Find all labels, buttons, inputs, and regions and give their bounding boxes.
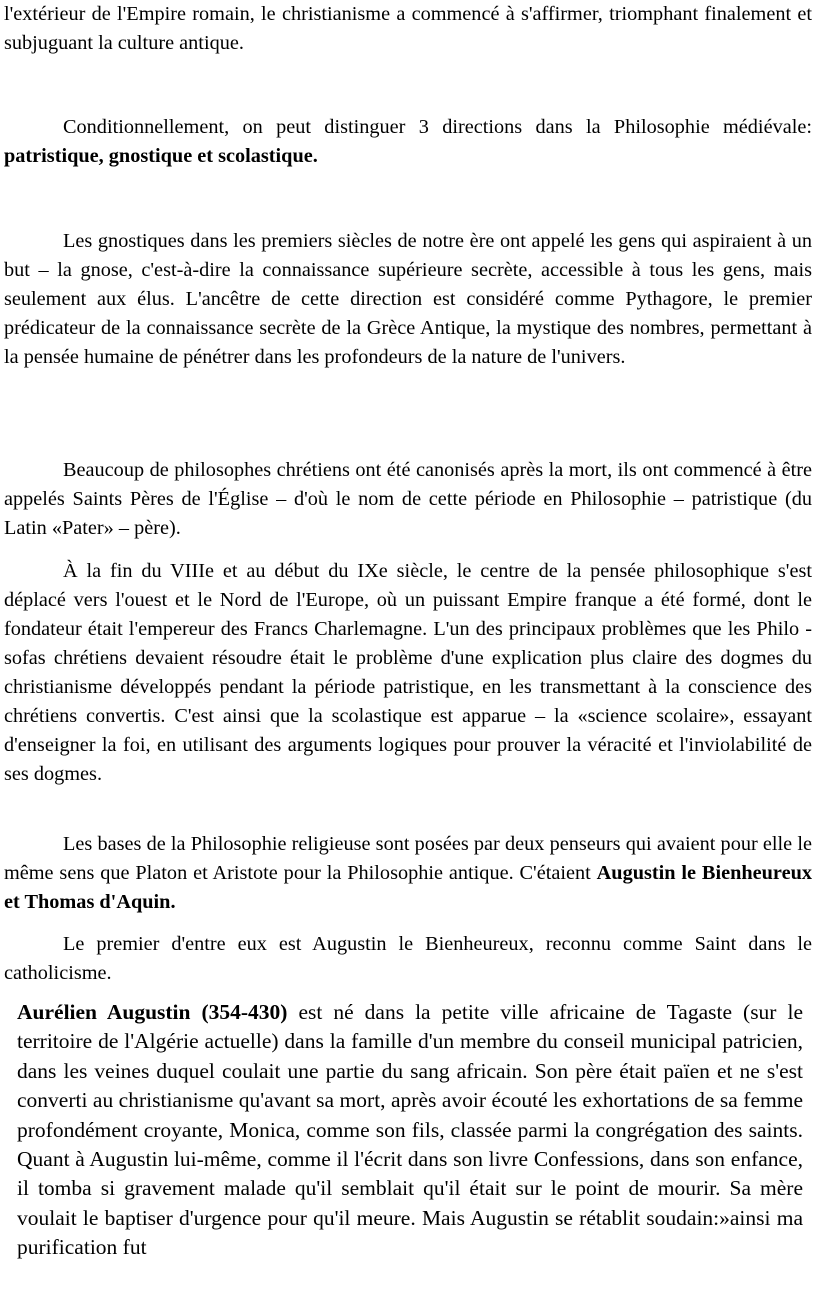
paragraph-three-directions xyxy=(4,113,812,171)
paragraph-religious-philosophy xyxy=(4,830,812,917)
paragraph-text: À la fin du VIIIe et au début du IXe siècle, le centre de la pensée philosophique s'est déplacé vers l'ouest et le Nord de l'Europe, où un puissant Empire franque a été formé, dont le fondateur était l'empereur des Francs Charlemagne. L'un des principaux problèmes que les Philo - sofas chrétiens devaient résoudre était le problème d'une explication plus claire des dogmes du christianisme développés pendant la période patristique, en les transmettant à la conscience des chrétiens convertis. C'est ainsi que la scolastique est apparue – la «science scolaire», essayant d'enseigner la foi, en utilisant des arguments logiques pour prouver la véracité et l'inviolabilité de ses dogmes. xyxy=(4,560,812,785)
paragraph-first-thinker xyxy=(4,930,812,988)
paragraph-patristics xyxy=(4,456,812,543)
bold-augustine-name: Aurélien Augustin (354-430) xyxy=(17,1000,288,1024)
paragraph-text: Beaucoup de philosophes chrétiens ont été canonisés après la mort, ils ont commencé à être appelés Saints Pères de l'Église – d'où le nom de cette période en Philosophie – patristique (du Latin «Pater» – père). xyxy=(4,459,812,539)
paragraph-gnostics xyxy=(4,227,812,372)
paragraph-text: l'extérieur de l'Empire romain, le christianisme a commencé à s'affirmer, triomphant finalement et subjuguant la culture antique. xyxy=(4,3,812,54)
paragraph-augustine-biography xyxy=(17,998,803,1263)
paragraph-text: Le premier d'entre eux est Augustin le Bienheureux, reconnu comme Saint dans le catholicisme. xyxy=(4,933,812,984)
paragraph-text: Les gnostiques dans les premiers siècles de notre ère ont appelé les gens qui aspiraient à un but – la gnose, c'est-à-dire la connaissance supérieure secrète, accessible à tous les gens, mais seulement aux élus. L'ancêtre de cette direction est considéré comme Pythagore, le premier prédicateur de la connaissance secrète de la Grèce Antique, la mystique des nombres, permettant à la pensée humaine de pénétrer dans les profondeurs de la nature de l'univers. xyxy=(4,230,812,368)
paragraph-scholastics xyxy=(4,557,812,789)
bold-thinkers-names: Augustin le Bienheureux et Thomas d'Aquin. xyxy=(4,862,812,913)
bold-directions-list: patristique, gnostique et scolastique. xyxy=(4,145,318,167)
paragraph-empire-intro xyxy=(4,0,812,58)
paragraph-text: est né dans la petite ville africaine de Tagaste (sur le territoire de l'Algérie actuelle) dans la famille d'un membre du conseil municipal patricien, dans les veines duquel coulait une partie du sang africain. Son père était païen et ne s'est converti au christianisme qu'avant sa mort, après avoir écouté les exhortations de sa femme profondément croyante, Monica, comme son fils, classée parmi la congrégation des saints. Quant à Augustin lui-même, comme il l'écrit dans son livre Confessions, dans son enfance, il tomba si gravement malade qu'il semblait qu'il était sur le point de mourir. Sa mère voulait le baptiser d'urgence pour qu'il meure. Mais Augustin se rétablit soudain:»ainsi ma purification fut xyxy=(17,1000,803,1260)
paragraph-text: Conditionnellement, on peut distinguer 3 directions dans la Philosophie médiévale: xyxy=(63,116,812,138)
paragraph-text: Les bases de la Philosophie religieuse sont posées par deux penseurs qui avaient pour elle le même sens que Platon et Aristote pour la Philosophie antique. C'étaient xyxy=(4,833,812,884)
